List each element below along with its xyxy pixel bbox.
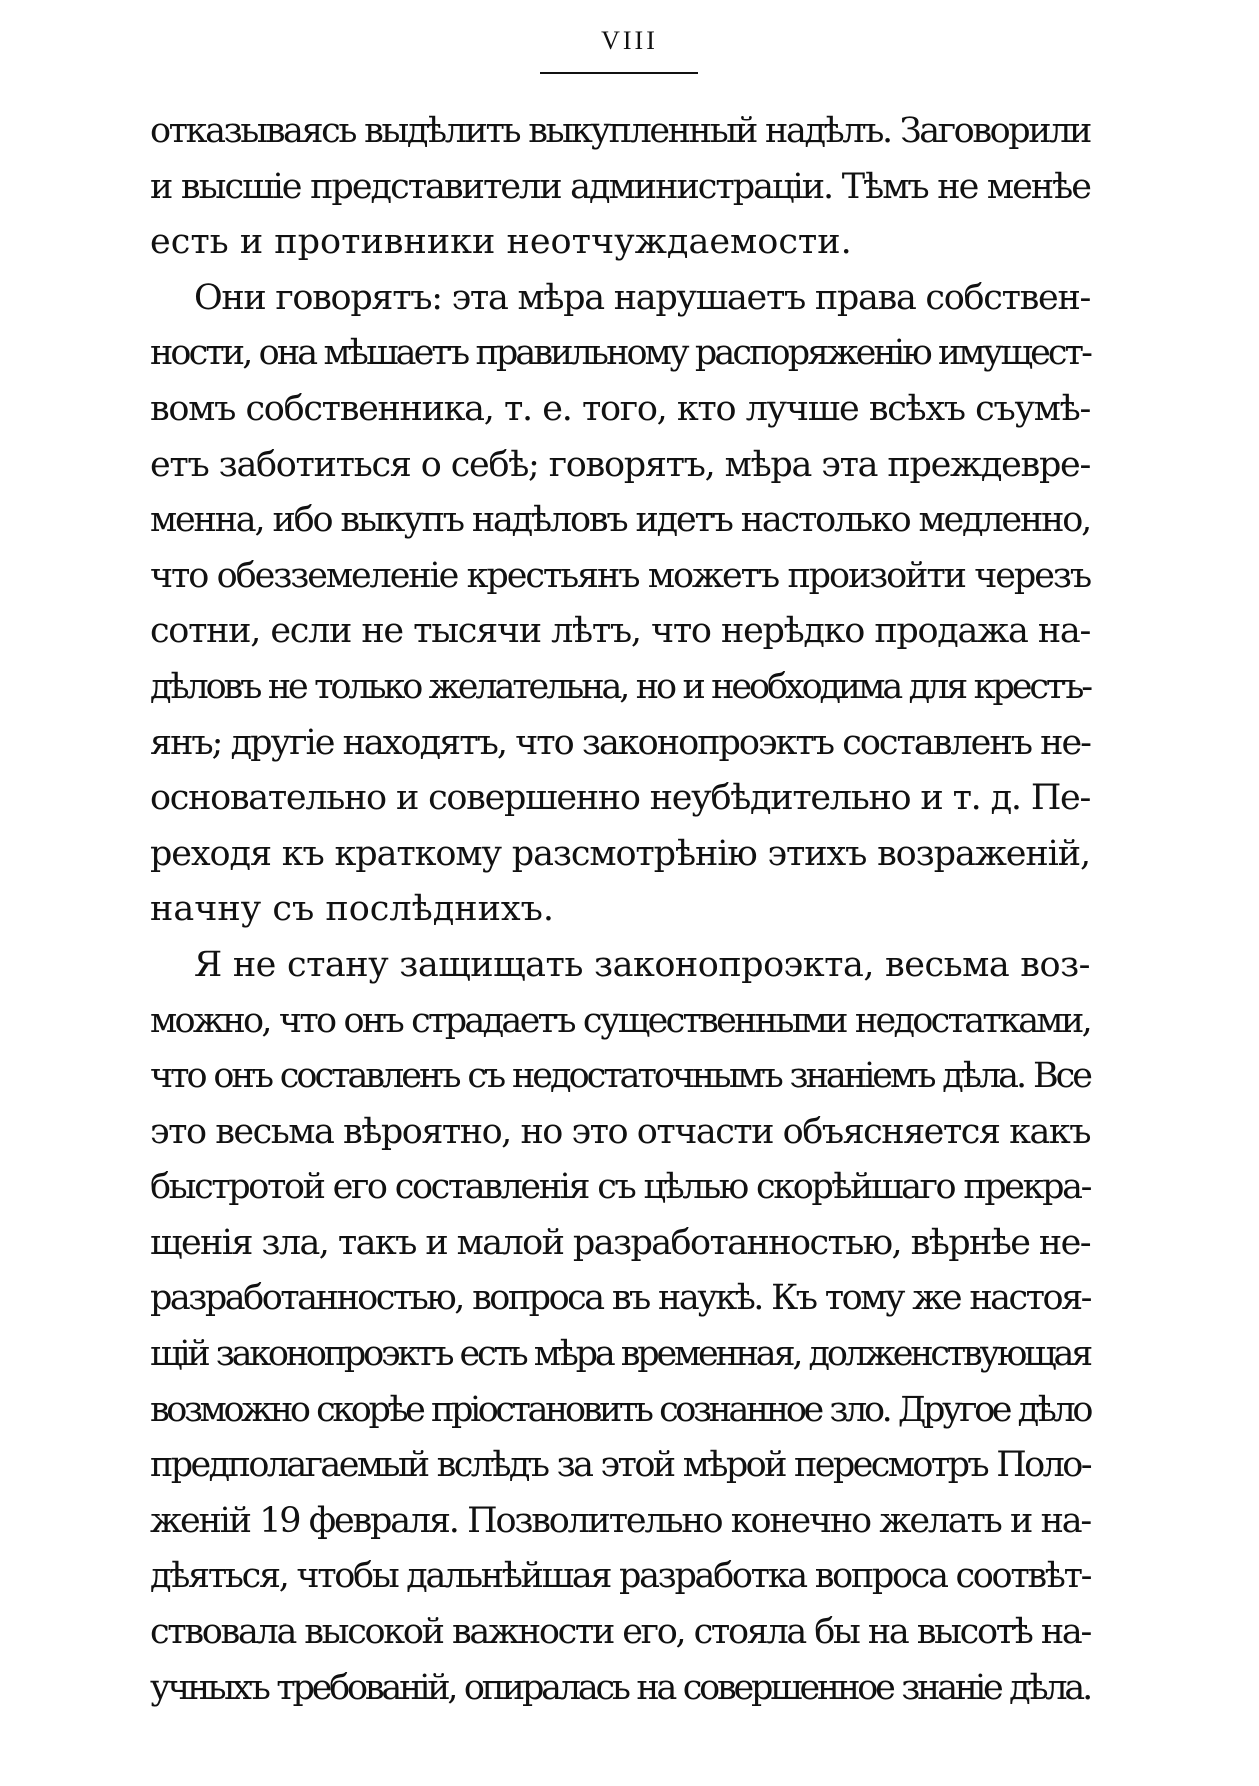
text-line: возможно скорѣе пріостановить сознанное зло. Другое дѣло — [150, 1389, 1090, 1430]
body-text — [150, 104, 1090, 1716]
text-line: реходя къ краткому разсмотрѣнію этихъ возраженій, — [150, 833, 1090, 874]
text-line: основательно и совершенно неубѣдительно и т. д. Пе- — [150, 778, 1090, 819]
paragraph — [150, 938, 1090, 1716]
text-line: ствовала высокой важности его, стояла бы на высотѣ на- — [150, 1612, 1090, 1653]
text-line: щій законопроэктъ есть мѣра временная, долженствующая — [150, 1334, 1090, 1375]
text-line: Они говорятъ: эта мѣра нарушаетъ права собствен- — [194, 277, 1090, 318]
text-line: разработанностью, вопроса въ наукѣ. Къ тому же настоя- — [150, 1278, 1090, 1319]
page-number: VIII — [601, 26, 658, 55]
text-line: менна, ибо выкупъ надѣловъ идетъ настолько медленно, — [150, 500, 1090, 541]
text-line: отказываясь выдѣлить выкупленный надѣлъ. Заговорили — [150, 111, 1090, 151]
text-line: предполагаемый вслѣдъ за этой мѣрой пересмотръ Поло- — [150, 1445, 1090, 1486]
text-line: это весьма вѣроятно, но это отчасти объясняется какъ — [150, 1111, 1090, 1152]
text-line: и высшіе представители администраціи. Тѣмъ не менѣе — [150, 166, 1090, 207]
text-line: дѣловъ не только желательна, но и необходима для крестъ- — [150, 666, 1090, 707]
text-line: янъ; другіе находятъ, что законопроэктъ составленъ не- — [150, 722, 1090, 763]
paragraph — [150, 271, 1090, 938]
text-line: быстротой его составленія съ цѣлью скорѣйшаго прекра- — [150, 1167, 1090, 1208]
text-line: что обезземеленіе крестьянъ можетъ произойти черезъ — [150, 555, 1090, 596]
text-line: етъ заботиться о себѣ; говорятъ, мѣра эта преждевре- — [150, 444, 1090, 485]
text-line: сотни, если не тысячи лѣтъ, что нерѣдко продажа на- — [150, 611, 1090, 652]
header-rule — [540, 72, 698, 74]
text-line: ности, она мѣшаетъ правильному распоряженію имущест- — [150, 333, 1090, 374]
text-line: дѣяться, чтобы дальнѣйшая разработка вопроса соотвѣт- — [150, 1556, 1091, 1597]
text-line: есть и противники неотчуждаемости. — [150, 222, 852, 263]
text-line: учныхъ требованій, опиралась на совершенное знаніе дѣла. — [150, 1667, 1090, 1708]
text-line: начну съ послѣднихъ. — [150, 889, 555, 930]
text-line: женій 19 февраля. Позволительно конечно желать и на- — [150, 1500, 1090, 1541]
text-line: щенія зла, такъ и малой разработанностью, вѣрнѣе не- — [150, 1222, 1090, 1263]
text-line: что онъ составленъ съ недостаточнымъ знаніемъ дѣла. Все — [150, 1056, 1090, 1097]
paragraph — [150, 104, 1090, 271]
text-line: можно, что онъ страдаетъ существенными недостатками, — [150, 1000, 1090, 1041]
text-line: Я не стану защищать законопроэкта, весьма воз- — [194, 944, 1090, 985]
page-header — [0, 28, 1259, 54]
text-line: вомъ собственника, т. е. того, кто лучше всѣхъ съумѣ- — [150, 388, 1090, 429]
